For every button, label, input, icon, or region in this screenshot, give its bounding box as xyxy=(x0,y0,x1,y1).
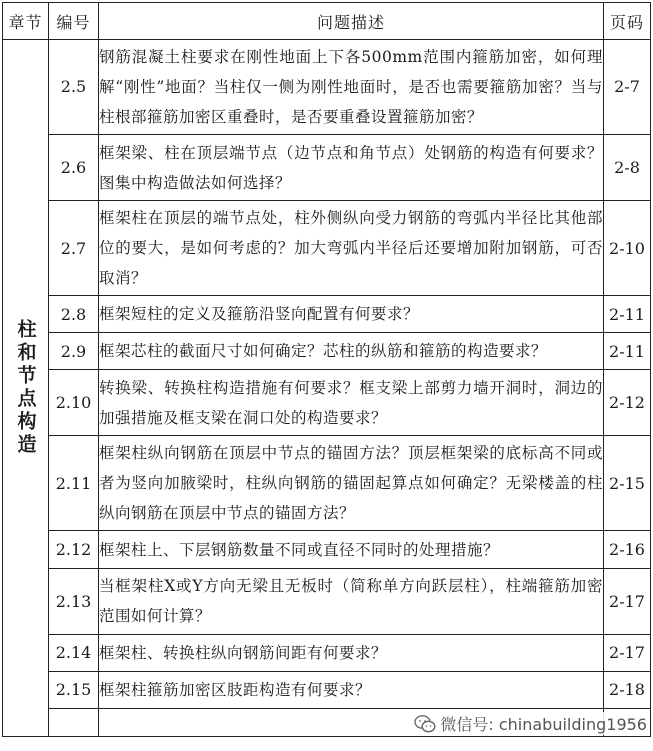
table-row xyxy=(3,134,651,200)
page-ref: 2-8 xyxy=(604,134,651,200)
watermark-text: 微信号: chinabuilding1956 xyxy=(440,715,647,734)
question-text: 框架柱、转换柱纵向钢筋间距有何要求？ xyxy=(99,634,604,671)
page-ref: 2-11 xyxy=(604,296,651,333)
question-text: 框架梁、柱在顶层端节点（边节点和角节点）处钢筋的构造有何要求？图集中构造做法如何选择？ xyxy=(99,134,604,200)
table-row xyxy=(3,333,651,370)
header-row xyxy=(3,3,651,40)
faq-table xyxy=(2,2,651,737)
page-ref: 2-17 xyxy=(604,634,651,671)
question-text: 转换梁、转换柱构造措施有何要求？框支梁上部剪力墙开洞时，洞边的加强措施及框支梁在洞口处的构造要求？ xyxy=(99,370,604,436)
blank-cell xyxy=(49,709,99,737)
question-text: 当框架柱X或Y方向无梁且无板时（简称单方向跃层柱），柱端箍筋加密范围如何计算？ xyxy=(99,568,604,634)
question-number: 2.11 xyxy=(49,436,99,531)
question-text: 框架短柱的定义及箍筋沿竖向配置有何要求？ xyxy=(99,296,604,333)
question-text: 框架柱上、下层钢筋数量不同或直径不同时的处理措施？ xyxy=(99,531,604,568)
question-number: 2.10 xyxy=(49,370,99,436)
question-number: 2.8 xyxy=(49,296,99,333)
table-row xyxy=(3,634,651,671)
question-text: 框架柱纵向钢筋在顶层中节点的锚固方法？顶层框架梁的底标高不同或者为竖向加腋梁时，柱纵向钢筋的锚固起算点如何确定？无梁楼盖的柱纵向钢筋在顶层中节点的锚固方法？ xyxy=(99,436,604,531)
watermark xyxy=(412,712,649,735)
table-row xyxy=(3,671,651,708)
question-number: 2.9 xyxy=(49,333,99,370)
page-ref: 2-10 xyxy=(604,201,651,296)
table-row xyxy=(3,436,651,531)
page-ref: 2-15 xyxy=(604,436,651,531)
table-row xyxy=(3,370,651,436)
page-ref: 2-17 xyxy=(604,568,651,634)
table-row xyxy=(3,201,651,296)
table-row xyxy=(3,568,651,634)
table-row xyxy=(3,296,651,333)
question-text: 框架柱箍筋加密区肢距构造有何要求？ xyxy=(99,671,604,708)
question-number: 2.15 xyxy=(49,671,99,708)
question-number: 2.6 xyxy=(49,134,99,200)
page-ref: 2-18 xyxy=(604,671,651,708)
question-text: 框架柱在顶层的端节点处，柱外侧纵向受力钢筋的弯弧内半径比其他部位的要大，是如何考虑的？加大弯弧内半径后还要增加附加钢筋，可否取消？ xyxy=(99,201,604,296)
header-chapter: 章节 xyxy=(3,3,49,40)
wechat-icon xyxy=(414,714,436,734)
page-ref: 2-7 xyxy=(604,40,651,135)
question-number: 2.5 xyxy=(49,40,99,135)
table-row xyxy=(3,40,651,135)
header-page: 页码 xyxy=(604,3,651,40)
question-number: 2.12 xyxy=(49,531,99,568)
header-number: 编号 xyxy=(49,3,99,40)
header-description: 问题描述 xyxy=(99,3,604,40)
question-text: 框架芯柱的截面尺寸如何确定？芯柱的纵筋和箍筋的构造要求？ xyxy=(99,333,604,370)
page-ref: 2-11 xyxy=(604,333,651,370)
question-text: 钢筋混凝土柱要求在刚性地面上下各500mm范围内箍筋加密，如何理解“刚性”地面？当柱仅一侧为刚性地面时，是否也需要箍筋加密？当与柱根部箍筋加密区重叠时，是否要重叠设置箍筋加密？ xyxy=(99,40,604,135)
question-number: 2.7 xyxy=(49,201,99,296)
page-ref: 2-16 xyxy=(604,531,651,568)
question-number: 2.14 xyxy=(49,634,99,671)
page-ref: 2-12 xyxy=(604,370,651,436)
table-row xyxy=(3,531,651,568)
chapter-title: 柱和节点构造 xyxy=(3,40,49,737)
question-number: 2.13 xyxy=(49,568,99,634)
